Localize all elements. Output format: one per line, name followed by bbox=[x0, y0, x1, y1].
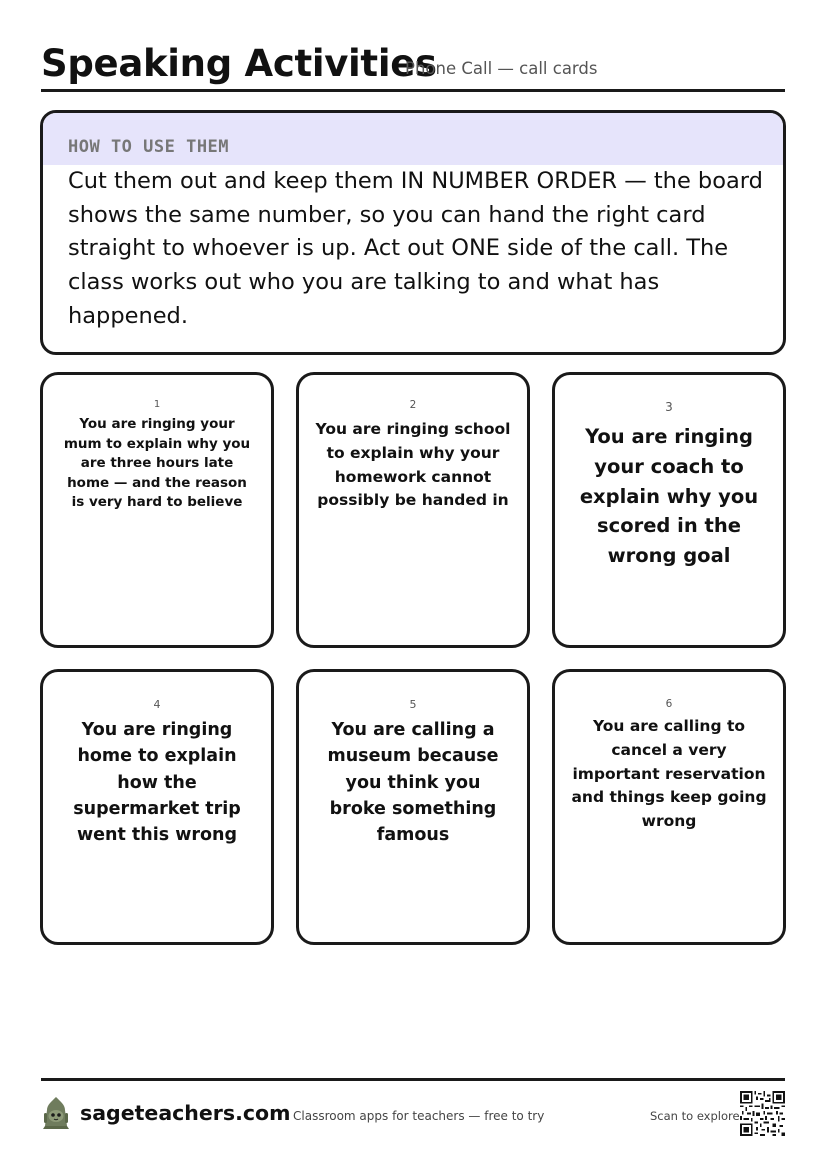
card-number: 3 bbox=[665, 400, 673, 414]
scan-label: Scan to explore bbox=[650, 1109, 740, 1123]
card-number: 4 bbox=[153, 698, 161, 711]
card-text: You are ringing school to explain why your homework cannot possibly be handed in bbox=[315, 420, 511, 510]
card-text: You are calling a museum because you think you broke something famous bbox=[327, 720, 499, 846]
brand-name: sageteachers.com bbox=[80, 1101, 291, 1125]
card-text: You are ringing your mum to explain why you are three hours late home — and the reason is very hard to believe bbox=[63, 416, 251, 511]
call-card bbox=[40, 669, 274, 945]
card-text: You are ringing home to explain how the supermarket trip went this wrong bbox=[73, 720, 241, 846]
card-text: You are ringing your coach to explain why you scored in the wrong goal bbox=[579, 425, 759, 568]
how-to-instructions: Cut them out and keep them IN NUMBER ORDER — the board shows the same number, so you can hand the right card straight to whoever is up. Act out ONE side of the call. The class works out who you are talking to and what has happened. bbox=[68, 168, 763, 329]
card-number: 1 bbox=[153, 399, 161, 410]
page-header bbox=[41, 40, 785, 92]
page-subtitle: Phone Call — call cards bbox=[405, 59, 598, 78]
call-card bbox=[552, 372, 786, 648]
card-number: 2 bbox=[409, 399, 417, 411]
call-card bbox=[40, 372, 274, 648]
qr-code-icon bbox=[740, 1091, 785, 1136]
sage-mascot-icon bbox=[41, 1096, 71, 1130]
how-to-label: HOW TO USE THEM bbox=[68, 137, 230, 157]
how-to-use-box bbox=[40, 110, 786, 355]
footer-divider bbox=[41, 1078, 785, 1081]
card-text: You are calling to cancel a very important reservation and things keep going wrong bbox=[571, 717, 767, 831]
call-card bbox=[296, 669, 530, 945]
card-number: 6 bbox=[665, 698, 673, 710]
footer-tagline: Classroom apps for teachers — free to try bbox=[293, 1109, 545, 1123]
card-number: 5 bbox=[409, 698, 417, 711]
call-card bbox=[552, 669, 786, 945]
page-title: Speaking Activities bbox=[41, 42, 437, 85]
call-card bbox=[296, 372, 530, 648]
